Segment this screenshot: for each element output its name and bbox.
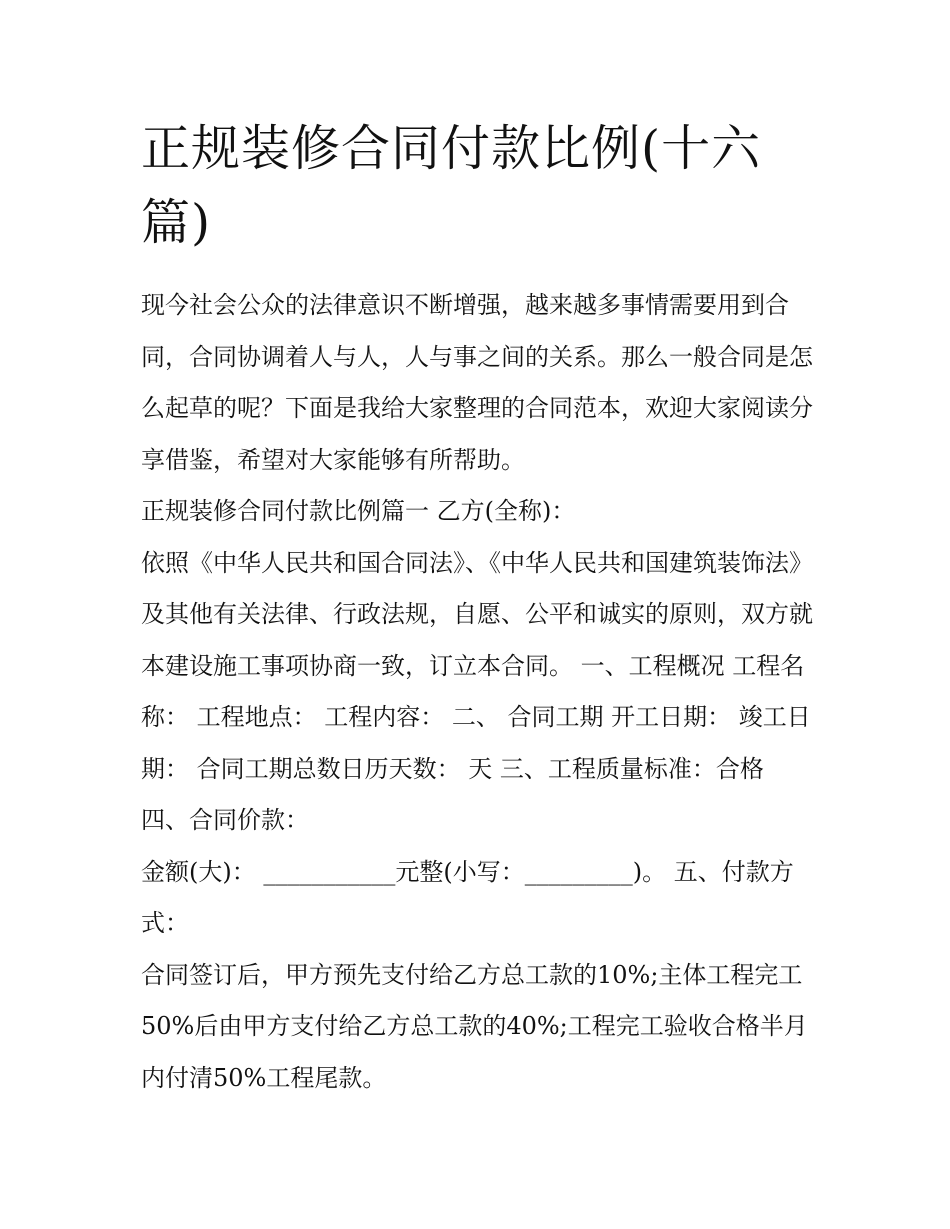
contract-terms-paragraph: 依照《中华人民共和国合同法》、《中华人民共和国建筑装饰法》及其他有关法律、行政法规，自愿、公平和诚实的原则，双方就本建设施工事项协商一致，订立本合同。 一、工程概况 工程名称： 工程地点： 工程内容： 二、 合同工期 开工日期： 竣工日期： 合同工期总数日历天数： 天 三、工程质量标准：合格 四、合同价款： [141, 548, 813, 834]
section-heading-paragraph: 正规装修合同付款比例篇一 乙方(全称)： [141, 497, 576, 525]
intro-paragraph: 现今社会公众的法律意识不断增强，越来越多事情需要用到合同，合同协调着人与人，人与事之间的关系。那么一般合同是怎么起草的呢？下面是我给大家整理的合同范本，欢迎大家阅读分享借鉴，希望对大家能够有所帮助。 [141, 291, 813, 474]
document-page [141, 112, 816, 1104]
amount-paragraph: 金额(大)： ___________元整(小写：_________)。 五、付款方式： [141, 857, 794, 937]
document-title: 正规装修合同付款比例(十六篇) [141, 120, 762, 251]
payment-paragraph: 合同签订后，甲方预先支付给乙方总工款的10%;主体工程完工 50%后由甲方支付给乙方总工款的40%;工程完工验收合格半月内付清50%工程尾款。 [141, 960, 808, 1092]
